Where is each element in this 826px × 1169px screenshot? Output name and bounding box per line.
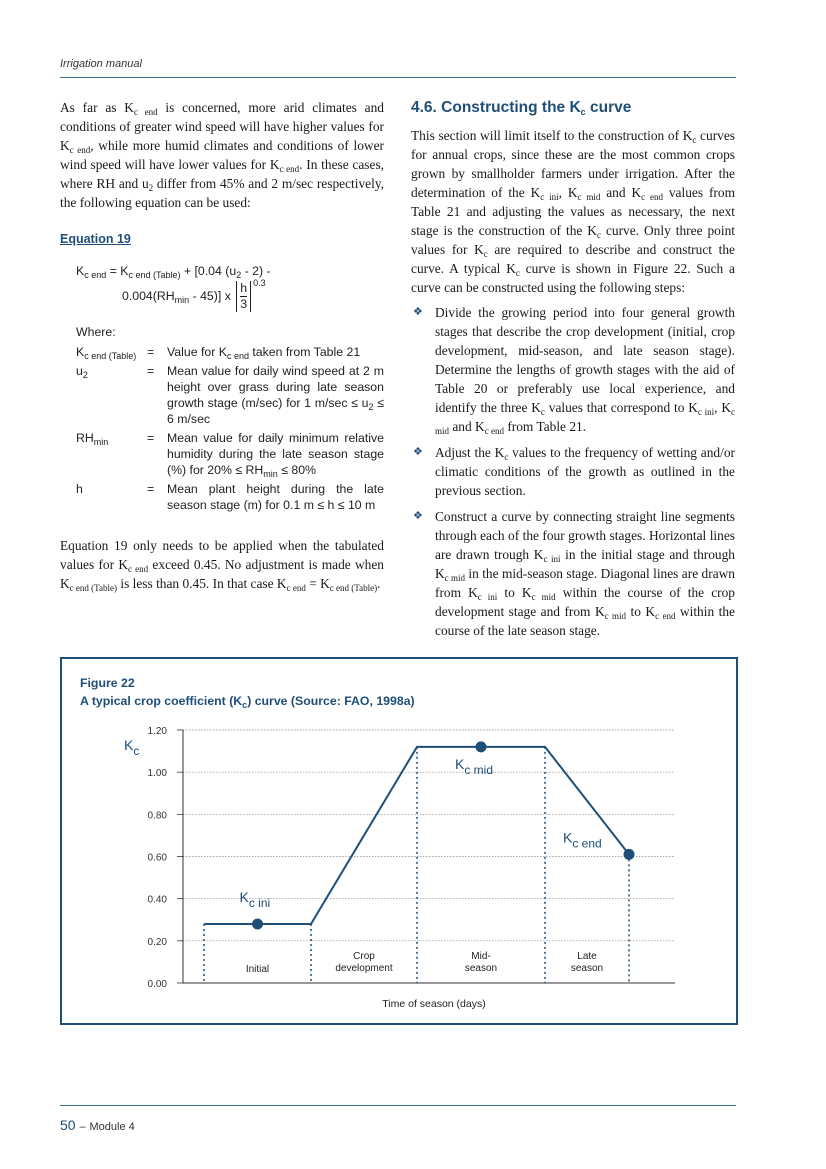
kc-point (476, 741, 487, 752)
where-row: $K_{c end (Table)}$ = Value for $K_{c end}$ taken from Table 21 (76, 345, 361, 361)
stage-label: Crop development (335, 951, 393, 974)
left-column (60, 98, 384, 593)
list-item: ❖ Adjust the $K_c$ values to the frequency of wetting and/or climatic conditions of the growth as outlined in the previous section. (413, 445, 735, 498)
figure-22 (60, 657, 738, 1025)
running-header: Irrigation manual (60, 58, 142, 70)
section-title: 4.6. Constructing the $K_c$ curve (411, 99, 632, 117)
where-table (76, 344, 384, 516)
stage-label: Mid-season (464, 951, 498, 974)
equation-19 (76, 263, 384, 312)
kc-point-label: Kc end (563, 829, 602, 851)
left-paragraph-2: Equation 19 only needs to be applied when the tabulated values for $K_{c end}$ exceed 0.45. No adjustment is made when $K_{c end (Table)}$ is less than 0.45. In that case $K_{c end} = K_{c end (Table)}$. (60, 538, 384, 593)
y-axis-label: Kc (124, 737, 140, 758)
header-rule (60, 77, 736, 78)
steps-list (411, 303, 735, 640)
where-row: $u_2$ = Mean value for daily wind speed at 2 m height over grass during late season growth stage (m/sec) for 1 $m/\sec \le u_2 \le 6$ m/sec (76, 364, 384, 426)
footer-rule (60, 1105, 736, 1106)
stage-label: Late season (570, 951, 604, 974)
kc-point (624, 849, 635, 860)
kc-point-label: Kc mid (455, 755, 494, 777)
equation-fraction: $\frac{h}{3}$ (236, 281, 251, 312)
y-tick-label: 1.00 (147, 768, 167, 780)
kc-point-label: Kc ini (239, 888, 271, 910)
list-item: ❖ Divide the growing period into four general growth stages that describe the crop development (initial, crop development, mid-season, and late season stage). Determine the lengths of growth stages with the aid of Table 20 or preferably use local experience, and identify the three $K_c$ values that correspond to $K_{c ini}$, $K_{c mid}$ and $K_{c end}$ from Table 21. (413, 305, 736, 436)
page-number: 50 (60, 1117, 76, 1133)
where-row: h = Mean plant height during the late season stage (m) for 0.1 m ≤ h ≤ 10 m (76, 482, 384, 512)
equation-title: Equation 19 (60, 232, 131, 246)
kc-point (252, 918, 263, 929)
y-tick-label: 0.80 (147, 810, 167, 822)
footer-module: Module 4 (89, 1121, 135, 1133)
figure-caption: Figure 22 A typical crop coefficient $(K_c)$ curve (Source: FAO, 1998a) (80, 676, 415, 710)
y-tick-label: 1.20 (147, 726, 167, 737)
kc-curve-chart (62, 659, 736, 1023)
equation-line-1: $K_{c end} = K_{c end (Table)} + [0.04$ $(u_2 - 2)$ - (76, 264, 271, 280)
x-axis-label: Time of season (days) (382, 998, 486, 1010)
diamond-bullet-icon: ❖ (413, 306, 423, 318)
diamond-bullet-icon: ❖ (413, 510, 423, 522)
y-tick-label: 0.00 (147, 979, 167, 990)
y-tick-label: 0.20 (147, 936, 167, 948)
y-tick-label: 0.60 (147, 852, 167, 864)
where-label: Where: (76, 325, 116, 339)
y-tick-label: 0.40 (147, 894, 167, 906)
equation-line-2: $0.004(RH_{min} - 45)$] x $\frac{h}{3}$ $^{0.3}$ (122, 277, 266, 311)
page-footer (60, 1117, 135, 1133)
right-paragraph-1: This section will limit itself to the construction of $K_c$ curves for annual crops, since these are the most common crops grown by smallholder farmers under irrigation. After the determination of the $K_{c ini}$, $K_{c mid}$ and $K_{c end}$ values from Table 21 and adjusting the values as necessary, the next stage is the construction of the $K_c$ curve. Only three point values for $K_c$ are required to describe and construct the curve. A typical $K_c$ curve is shown in Figure 22. Such a curve can be constructed using the following steps: (411, 128, 736, 295)
list-item: ❖ Construct a curve by connecting straight line segments through each of the four growth stages. Horizontal lines are drawn trough $K_{c ini}$ in the initial stage and through $K_{c mid}$ in the mid-season stage. Diagonal lines are drawn from $K_{c ini}$ to $K_{c mid}$ within the course of the crop development stage and from $K_{c mid}$ to $K_{c end}$ within the course of the late season stage. (413, 509, 736, 638)
footer-dash: – (79, 1121, 86, 1133)
left-paragraph-1: As far as $K_{c end}$ is concerned, more arid climates and conditions of greater wind speed will have higher values for $K_{c end}$, while more humid climates and conditions of lower wind speed will have lower values for $K_{c end}$. In these cases, where RH and $u_2$ differ from 45% and 2 m/sec respectively, the following equation can be used: (60, 100, 384, 210)
stage-label: Initial (245, 964, 270, 975)
where-row: $RH_{min}$ = Mean value for daily minimum relative humidity during the late season stage (%) for $20\% \le RH_{min} \le 80\%$ (76, 431, 384, 479)
right-column (411, 98, 735, 647)
diamond-bullet-icon: ❖ (413, 446, 423, 458)
